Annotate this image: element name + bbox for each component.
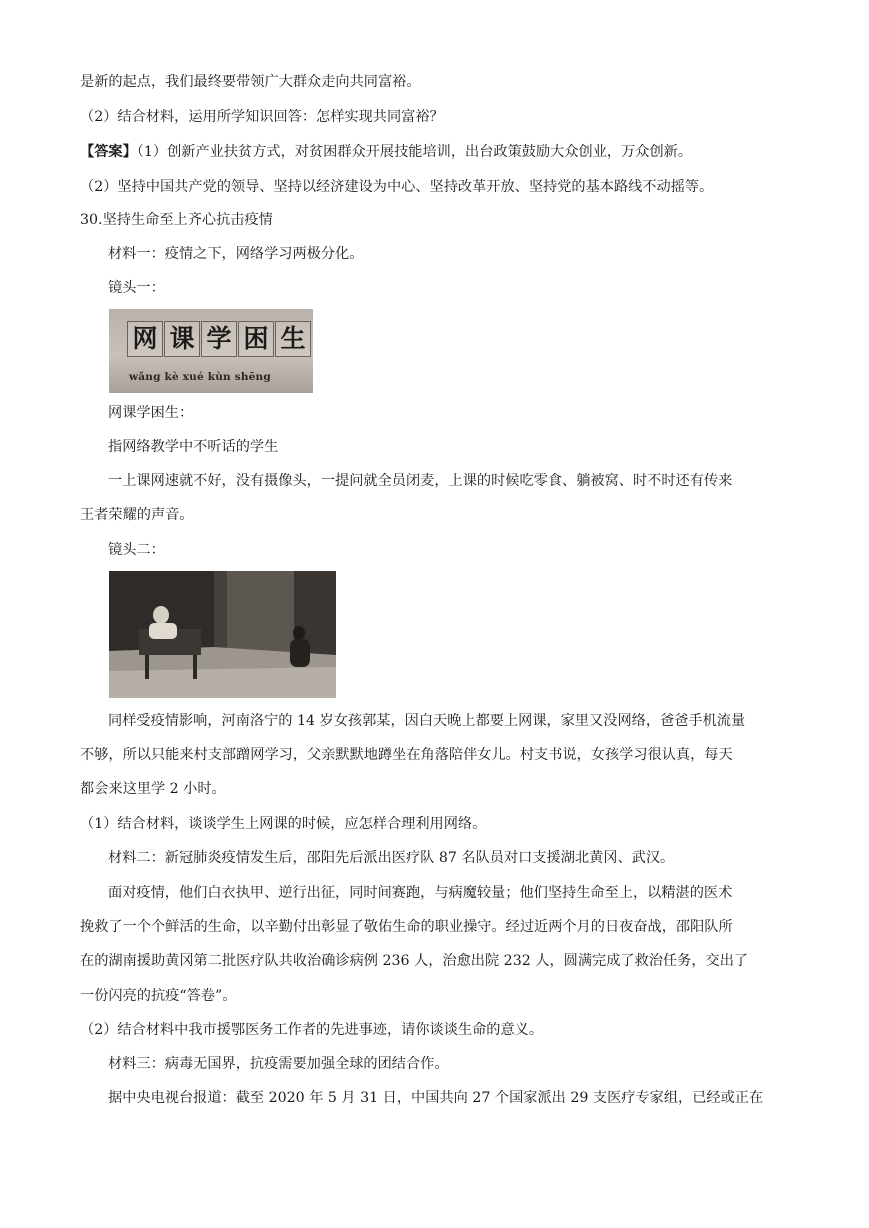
- scene-1-label: 镜头一：: [108, 280, 165, 296]
- text-line: 王者荣耀的声音。: [80, 507, 194, 523]
- wangke-xuekunsheng-image: [109, 309, 313, 393]
- text-line: 不够，所以只能来村支部蹭网学习，父亲默默地蹲坐在角落陪伴女儿。村支书说，女孩学习很认真，每天: [80, 747, 733, 763]
- text-line: 挽救了一个个鲜活的生命，以辛勤付出彰显了敬佑生命的职业操守。经过近两个月的日夜奋战，邵阳队所: [80, 919, 733, 935]
- text-line: 面对疫情，他们白衣执甲、逆行出征，同时间赛跑，与病魔较量；他们坚持生命至上，以精湛的医术: [108, 885, 733, 901]
- text-line: 一上课网速就不好，没有摄像头，一提问就全员闭麦，上课的时候吃零食、躺被窝、时不时还有传来: [108, 473, 733, 489]
- text-line: 都会来这里学 2 小时。: [80, 781, 226, 797]
- question-2b-prompt: （2）结合材料中我市援鄂医务工作者的先进事迹，请你谈谈生命的意义。: [80, 1022, 544, 1038]
- image-char: 学: [201, 321, 237, 357]
- answer-text: （1）创新产业扶贫方式，对贫困群众开展技能培训，出台政策鼓励大众创业，万众创新。: [136, 144, 693, 160]
- image-char: 生: [275, 321, 311, 357]
- question-2-prompt: （2）结合材料，运用所学知识回答：怎样实现共同富裕？: [80, 109, 444, 125]
- text-line: 一份闪亮的抗疫“答卷”。: [80, 988, 237, 1004]
- text-line: 是新的起点，我们最终要带领广大群众走向共同富裕。: [80, 74, 421, 90]
- answer-tag: 【答案】: [80, 144, 137, 160]
- question-1-prompt: （1）结合材料，谈谈学生上网课的时候，应怎样合理利用网络。: [80, 816, 487, 832]
- term-label: 网课学困生：: [108, 405, 194, 421]
- material-3-heading: 材料三：病毒无国界，抗疫需要加强全球的团结合作。: [108, 1056, 449, 1072]
- text-line: 在的湖南援助黄冈第二批医疗队共收治确诊病例 236 人，治愈出院 232 人，圆满完成了救治任务，交出了: [80, 953, 749, 969]
- image-pinyin: wǎng kè xué kùn shēng: [129, 371, 271, 383]
- material-2-heading: 材料二：新冠肺炎疫情发生后，邵阳先后派出医疗队 87 名队员对口支援湖北黄冈、武汉。: [108, 850, 675, 866]
- image-char: 网: [127, 321, 163, 357]
- answer-line: [80, 143, 692, 161]
- question-30-title: 30.坚持生命至上齐心抗击疫情: [80, 212, 273, 228]
- image-char: 困: [238, 321, 274, 357]
- text-line: 同样受疫情影响，河南洛宁的 14 岁女孩郭某，因白天晚上都要上网课，家里又没网络，爸爸手机流量: [108, 713, 746, 729]
- scene-2-label: 镜头二：: [108, 542, 165, 558]
- text-line: 据中央电视台报道：截至 2020 年 5 月 31 日，中国共向 27 个国家派出 29 支医疗专家组，已经或正在: [108, 1090, 764, 1106]
- girl-studying-photo: [109, 571, 336, 698]
- photo-scene-graphic: [109, 571, 336, 698]
- answer-line-2: （2）坚持中国共产党的领导、坚持以经济建设为中心、坚持改革开放、坚持党的基本路线不动摇等。: [80, 179, 714, 195]
- term-definition: 指网络教学中不听话的学生: [108, 439, 279, 455]
- material-1-heading: 材料一：疫情之下，网络学习两极分化。: [108, 246, 364, 262]
- image-char: 课: [164, 321, 200, 357]
